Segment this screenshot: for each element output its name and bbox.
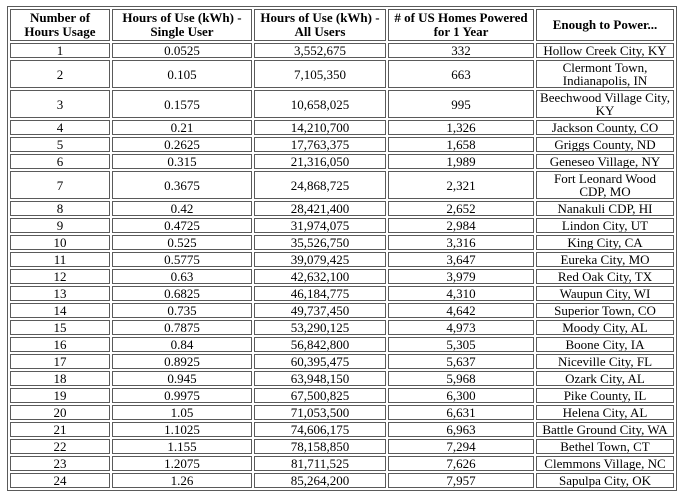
table-row (10, 218, 674, 233)
table-row (10, 60, 674, 88)
table-cell: 7 (10, 171, 110, 199)
table-cell: 60,395,475 (254, 354, 386, 369)
table-cell: 0.42 (112, 201, 252, 216)
table-cell: Geneseo Village, NY (536, 154, 674, 169)
table-cell: 42,632,100 (254, 269, 386, 284)
table-cell: 5,968 (388, 371, 534, 386)
table-cell: 4,973 (388, 320, 534, 335)
table-row (10, 90, 674, 118)
table-cell: 78,158,850 (254, 439, 386, 454)
table-cell: 6,963 (388, 422, 534, 437)
table-cell: 13 (10, 286, 110, 301)
table-cell: 81,711,525 (254, 456, 386, 471)
table-cell: 5 (10, 137, 110, 152)
table-cell: 6,300 (388, 388, 534, 403)
table-cell: 71,053,500 (254, 405, 386, 420)
table-cell: 9 (10, 218, 110, 233)
table-cell: Battle Ground City, WA (536, 422, 674, 437)
table-row (10, 337, 674, 352)
table-row (10, 354, 674, 369)
column-header-3: # of US Homes Powered for 1 Year (388, 9, 534, 41)
table-cell: 995 (388, 90, 534, 118)
table-cell: Moody City, AL (536, 320, 674, 335)
table-cell: 7,626 (388, 456, 534, 471)
table-cell: Jackson County, CO (536, 120, 674, 135)
table-cell: 21,316,050 (254, 154, 386, 169)
table-cell: 20 (10, 405, 110, 420)
table-cell: 17 (10, 354, 110, 369)
table-cell: 8 (10, 201, 110, 216)
table-cell: 1,658 (388, 137, 534, 152)
table-cell: 31,974,075 (254, 218, 386, 233)
table-cell: 3,979 (388, 269, 534, 284)
table-cell: Helena City, AL (536, 405, 674, 420)
table-cell: 46,184,775 (254, 286, 386, 301)
table-cell: 332 (388, 43, 534, 58)
table-cell: 1,326 (388, 120, 534, 135)
table-cell: Nanakuli CDP, HI (536, 201, 674, 216)
table-cell: 39,079,425 (254, 252, 386, 267)
table-cell: 14,210,700 (254, 120, 386, 135)
table-row (10, 456, 674, 471)
table-row (10, 405, 674, 420)
column-header-1: Hours of Use (kWh) - Single User (112, 9, 252, 41)
table-cell: 1.155 (112, 439, 252, 454)
table-cell: 6,631 (388, 405, 534, 420)
table-cell: 56,842,800 (254, 337, 386, 352)
table-cell: 4,642 (388, 303, 534, 318)
table-cell: 0.6825 (112, 286, 252, 301)
table-cell: 1.05 (112, 405, 252, 420)
table-cell: Beechwood Village City, KY (536, 90, 674, 118)
table-cell: 3 (10, 90, 110, 118)
table-cell: 23 (10, 456, 110, 471)
table-row (10, 201, 674, 216)
table-header (10, 9, 674, 41)
table-cell: 24,868,725 (254, 171, 386, 199)
table-cell: 24 (10, 473, 110, 488)
table-cell: 3,647 (388, 252, 534, 267)
table-cell: 17,763,375 (254, 137, 386, 152)
table-cell: 1.1025 (112, 422, 252, 437)
table-row (10, 422, 674, 437)
table-cell: 4,310 (388, 286, 534, 301)
table-cell: 0.63 (112, 269, 252, 284)
header-row (10, 9, 674, 41)
table-cell: Niceville City, FL (536, 354, 674, 369)
table-cell: 6 (10, 154, 110, 169)
table-cell: 67,500,825 (254, 388, 386, 403)
column-header-2: Hours of Use (kWh) - All Users (254, 9, 386, 41)
table-cell: 0.105 (112, 60, 252, 88)
table-body (10, 43, 674, 488)
table-row (10, 286, 674, 301)
table-row (10, 154, 674, 169)
table-row (10, 473, 674, 488)
table-cell: 5,305 (388, 337, 534, 352)
table-cell: Pike County, IL (536, 388, 674, 403)
table-cell: 1,989 (388, 154, 534, 169)
table-cell: 21 (10, 422, 110, 437)
table-cell: 1.26 (112, 473, 252, 488)
table-row (10, 235, 674, 250)
table-cell: Clermont Town, Indianapolis, IN (536, 60, 674, 88)
table-cell: 5,637 (388, 354, 534, 369)
table-cell: 0.525 (112, 235, 252, 250)
table-cell: Boone City, IA (536, 337, 674, 352)
table-cell: Sapulpa City, OK (536, 473, 674, 488)
table-cell: Bethel Town, CT (536, 439, 674, 454)
table-cell: 1.2075 (112, 456, 252, 471)
table-row (10, 371, 674, 386)
energy-usage-table (7, 6, 677, 491)
table-row (10, 120, 674, 135)
table-cell: 14 (10, 303, 110, 318)
table-cell: 63,948,150 (254, 371, 386, 386)
table-cell: Waupun City, WI (536, 286, 674, 301)
table-row (10, 252, 674, 267)
table-cell: 49,737,450 (254, 303, 386, 318)
table-cell: 0.2625 (112, 137, 252, 152)
table-cell: 0.5775 (112, 252, 252, 267)
table-cell: 0.9975 (112, 388, 252, 403)
table-cell: 4 (10, 120, 110, 135)
table-cell: 10 (10, 235, 110, 250)
table-cell: Ozark City, AL (536, 371, 674, 386)
table-cell: Eureka City, MO (536, 252, 674, 267)
table-cell: 2,652 (388, 201, 534, 216)
table-cell: Clemmons Village, NC (536, 456, 674, 471)
table-row (10, 43, 674, 58)
table-row (10, 171, 674, 199)
table-cell: 0.21 (112, 120, 252, 135)
table-cell: Griggs County, ND (536, 137, 674, 152)
table-cell: 0.735 (112, 303, 252, 318)
table-cell: Superior Town, CO (536, 303, 674, 318)
table-cell: 35,526,750 (254, 235, 386, 250)
table-cell: 15 (10, 320, 110, 335)
table-cell: 74,606,175 (254, 422, 386, 437)
table-cell: 18 (10, 371, 110, 386)
table-cell: 2,321 (388, 171, 534, 199)
table-cell: Lindon City, UT (536, 218, 674, 233)
table-cell: 0.4725 (112, 218, 252, 233)
table-row (10, 303, 674, 318)
table-cell: 0.7875 (112, 320, 252, 335)
table-cell: 19 (10, 388, 110, 403)
table-row (10, 320, 674, 335)
table-cell: 0.0525 (112, 43, 252, 58)
table-cell: 0.1575 (112, 90, 252, 118)
table-cell: 12 (10, 269, 110, 284)
table-cell: 85,264,200 (254, 473, 386, 488)
table-cell: 2 (10, 60, 110, 88)
table-cell: 0.8925 (112, 354, 252, 369)
table-cell: 11 (10, 252, 110, 267)
table-row (10, 439, 674, 454)
table-cell: 7,105,350 (254, 60, 386, 88)
table-cell: 663 (388, 60, 534, 88)
table-cell: 7,957 (388, 473, 534, 488)
table-cell: Fort Leonard Wood CDP, MO (536, 171, 674, 199)
table-cell: 0.84 (112, 337, 252, 352)
table-row (10, 388, 674, 403)
table-cell: 28,421,400 (254, 201, 386, 216)
table-cell: 3,316 (388, 235, 534, 250)
table-cell: 0.945 (112, 371, 252, 386)
table-cell: 0.315 (112, 154, 252, 169)
table-cell: 53,290,125 (254, 320, 386, 335)
table-cell: King City, CA (536, 235, 674, 250)
table-row (10, 137, 674, 152)
table-cell: 3,552,675 (254, 43, 386, 58)
table-cell: 7,294 (388, 439, 534, 454)
table-cell: Red Oak City, TX (536, 269, 674, 284)
table-cell: 22 (10, 439, 110, 454)
table-cell: Hollow Creek City, KY (536, 43, 674, 58)
table-cell: 16 (10, 337, 110, 352)
column-header-4: Enough to Power... (536, 9, 674, 41)
table-row (10, 269, 674, 284)
table-cell: 10,658,025 (254, 90, 386, 118)
table-cell: 0.3675 (112, 171, 252, 199)
table-cell: 1 (10, 43, 110, 58)
column-header-0: Number of Hours Usage (10, 9, 110, 41)
table-cell: 2,984 (388, 218, 534, 233)
